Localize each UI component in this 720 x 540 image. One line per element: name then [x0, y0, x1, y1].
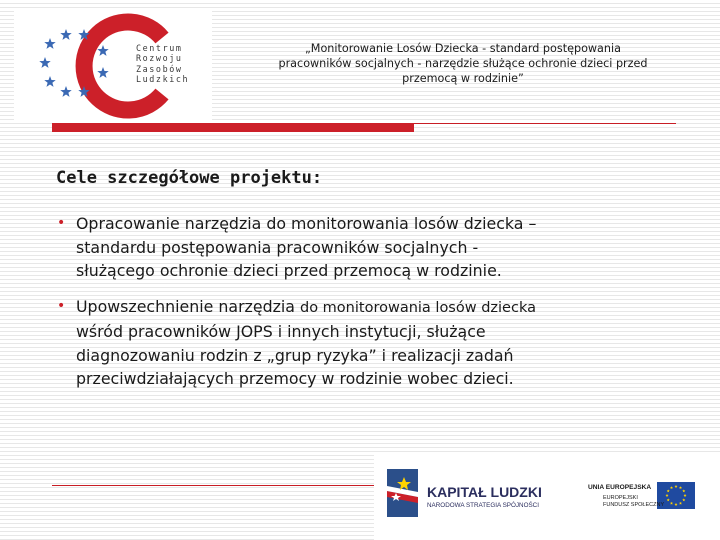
eu-union-label: UNIA EUROPEJSKA [588, 484, 652, 491]
bullet-marker: • [57, 297, 66, 314]
logo-star-5 [44, 76, 55, 87]
logo-line-3: Zasobów [136, 63, 183, 74]
kapital-ludzki-title: KAPITAŁ LUDZKI [427, 484, 542, 500]
eu-fund-label-2: FUNDUSZ SPOŁECZNY [603, 502, 665, 508]
project-title-line-3: przemocą w rodzinie” [402, 72, 524, 85]
logo-star-8 [97, 45, 108, 56]
goal-2-line-2: wśród pracowników JOPS i innych instytucji, służące [76, 322, 486, 341]
goal-1-line-1: Opracowanie narzędzia do monitorowania losów dziecka – [76, 214, 537, 233]
crzl-logo [14, 11, 212, 122]
goal-2-line-4: przeciwdziałających przemocy w rodzinie wobec dzieci. [76, 369, 514, 388]
footer-logos [374, 455, 720, 540]
logo-star-3 [44, 38, 55, 49]
kapital-ludzki-subtitle: NARODOWA STRATEGIA SPÓJNOŚCI [427, 502, 539, 509]
footer-logos-graphic [374, 455, 720, 540]
header-red-bar [52, 123, 414, 132]
logo-star-9 [97, 67, 108, 78]
logo-line-1: Centrum [136, 43, 183, 53]
goal-item-1 [56, 212, 676, 283]
logo-line-2: Rozwoju [136, 53, 183, 64]
project-title [258, 41, 668, 86]
goal-1-line-3: służącego ochronie dzieci przed przemocą w rodzinie. [76, 261, 502, 280]
logo-text [136, 43, 189, 84]
bullet-marker: • [57, 215, 66, 231]
goal-1-line-2: standardu postępowania pracowników socjalnych - [76, 237, 479, 257]
header-divider-line [414, 123, 676, 124]
goal-2-line-1-b: do monitorowania losów dziecka [299, 299, 536, 316]
goal-2-line-1 [76, 295, 676, 321]
logo-star-4 [39, 57, 50, 68]
section-subtitle: Cele szczegółowe projektu: [56, 168, 323, 188]
project-title-line-2: pracowników socjalnych - narzędzie służące ochronie dzieci przed [278, 57, 648, 70]
goal-item-2 [56, 295, 676, 391]
goals-list [56, 212, 676, 391]
eu-fund-label-1: EUROPEJSKI [603, 495, 638, 501]
project-title-line-1: „Monitorowanie Losów Dziecka - standard postępowania [305, 42, 621, 55]
footer-divider-line [52, 485, 374, 486]
goal-2-line-3: diagnozowaniu rodzin z „grup ryzyka” i realizacji zadań [76, 345, 514, 365]
kapital-ludzki-mark [387, 469, 418, 517]
goal-2-line-1-a: Upowszechnienie narzędzia [76, 296, 300, 316]
logo-star-2 [60, 29, 71, 40]
logo-line-4: Ludzkich [136, 73, 190, 84]
logo-star-6 [60, 86, 71, 97]
